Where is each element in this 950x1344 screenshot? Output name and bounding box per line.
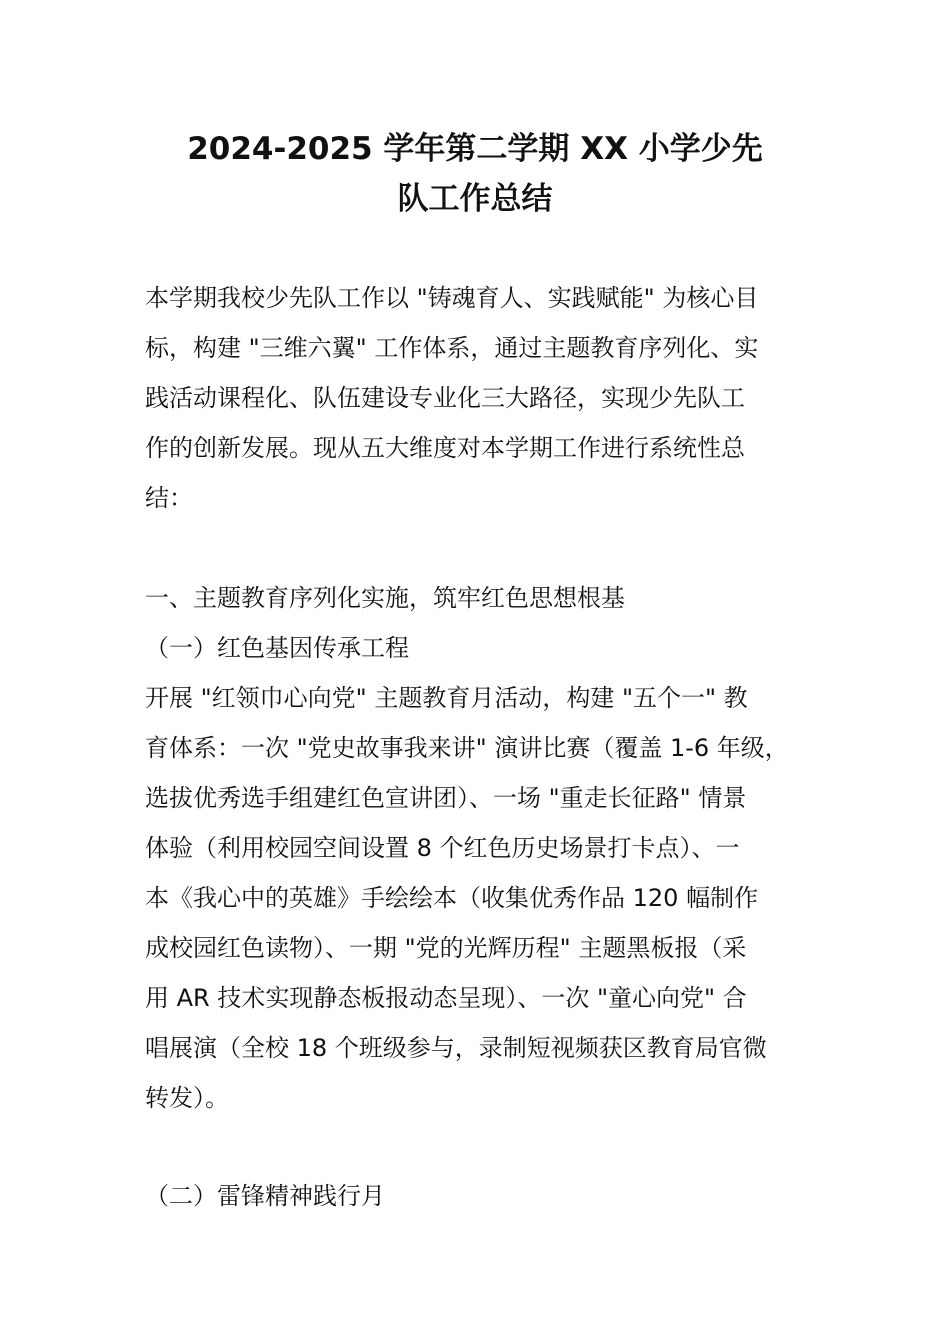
- paragraph-line: 转发）。: [145, 1084, 229, 1112]
- paragraph-line: 唱展演（全校 18 个班级参与，录制短视频获区教育局官微: [145, 1034, 767, 1062]
- section-heading: [145, 573, 825, 623]
- subsection-heading: [145, 1171, 825, 1221]
- title-line: 2024-2025 学年第二学期 XX 小学少先: [187, 131, 763, 167]
- paragraph-line: 育体系：一次 "党史故事我来讲" 演讲比赛（覆盖 1-6 年级，: [145, 734, 789, 762]
- paragraph-line: 本《我心中的英雄》手绘绘本（收集优秀作品 120 幅制作: [145, 884, 759, 912]
- paragraph-line: 标，构建 "三维六翼" 工作体系，通过主题教育序列化、实: [145, 334, 759, 362]
- paragraph-line: 开展 "红领巾心向党" 主题教育月活动，构建 "五个一" 教: [145, 684, 748, 712]
- subsection-paragraph: [145, 673, 825, 1123]
- intro-paragraph: [145, 273, 825, 523]
- paragraph-line: 结：: [145, 484, 193, 512]
- section-heading-text: 一、主题教育序列化实施，筑牢红色思想根基: [145, 584, 625, 612]
- document-title: [100, 124, 850, 224]
- paragraph-line: 践活动课程化、队伍建设专业化三大路径，实现少先队工: [145, 384, 745, 412]
- subsection-heading: [145, 623, 825, 673]
- paragraph-line: 选拔优秀选手组建红色宣讲团）、一场 "重走长征路" 情景: [145, 784, 747, 812]
- paragraph-line: 作的创新发展。现从五大维度对本学期工作进行系统性总: [145, 434, 745, 462]
- subsection-heading-text: （一）红色基因传承工程: [145, 634, 409, 662]
- paragraph-line: 用 AR 技术实现静态板报动态呈现）、一次 "童心向党" 合: [145, 984, 747, 1012]
- paragraph-line: 体验（利用校园空间设置 8 个红色历史场景打卡点）、一: [145, 834, 740, 862]
- title-line: 队工作总结: [397, 181, 553, 217]
- subsection-heading-text: （二）雷锋精神践行月: [145, 1182, 385, 1210]
- paragraph-line: 本学期我校少先队工作以 "铸魂育人、实践赋能" 为核心目: [145, 284, 759, 312]
- paragraph-line: 成校园红色读物）、一期 "党的光辉历程" 主题黑板报（采: [145, 934, 747, 962]
